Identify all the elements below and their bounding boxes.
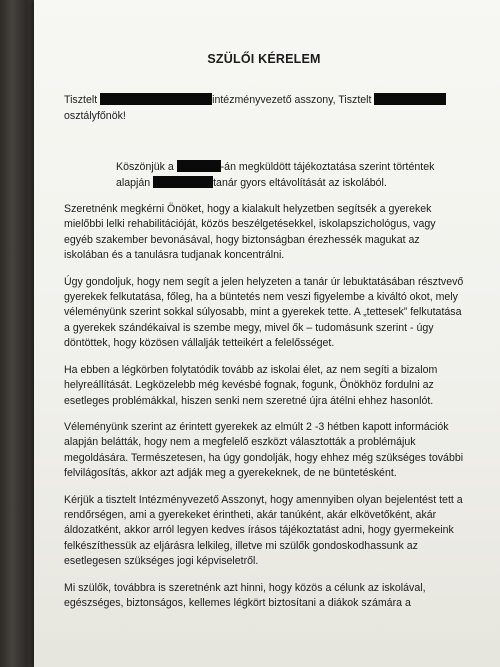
intro-text-1: Köszönjük a (116, 161, 177, 174)
redacted-name-1 (100, 93, 212, 105)
document-title: SZÜLŐI KÉRELEM (207, 52, 321, 66)
intro-text-3: tanár gyors eltávolítását az iskolából. (213, 176, 387, 189)
paragraph: Kérjük a tisztelt Intézményvezető Asszonyt, hogy amennyiben olyan bejelentést tett a rendőrségen, ami a gyerekeket érintheti, akár tanúként, akár elkövetőként, akár áldozatként, akkor arról legyen kedves írásos tájékoztatást adni, hogy gyermekeink felkészíthessük az eljárásra lelkileg, illetve mi szülők gondoskodhassunk az esetlegesen szükséges jogi képviseletről. (64, 493, 463, 568)
document-page (34, 0, 500, 667)
greeting-text-2: intézményvezető asszony, Tisztelt (212, 94, 375, 107)
redacted-teacher-name (153, 176, 213, 188)
document-body (64, 52, 464, 622)
paragraph: Ha ebben a légkörben folytatódik tovább az iskolai élet, az nem segíti a bizalom helyreállítását. Legközelebb még kevésbé fognak, fogunk, Önökhöz fordulni az esetleges problémákkal, hiszen senki nem szeretné újra átélni ehhez hasonlót. (64, 363, 438, 407)
intro-text-2: -án megküldött tájékoztatása szerint történtek alapján (116, 161, 435, 189)
paragraph: Véleményünk szerint az érintett gyerekek az elmúlt 2 -3 hétben kapott információk alapján belátták, hogy nem a megfelelő eszközt választották a problémájuk megoldására. Természetesen, ha úgy gondolják, hogy ehhez még szükséges további felvilágosítás, akkor azt adják meg a gyerekeknek, de ne büntetésként. (64, 420, 464, 480)
paragraph: Szeretnénk megkérni Önöket, hogy a kialakult helyzetben segítsék a gyerekek mielőbbi lelki rehabilitációját, közös beszélgetésekkel, iskolapszichológus, vagy egyéb szakember bevonásával, hogy biztonságban érezhessék magukat az iskolában és a tanulásra tudjanak koncentrálni. (64, 203, 436, 262)
intro-paragraph (64, 160, 464, 191)
redacted-name-2 (374, 93, 446, 105)
paragraph: Mi szülők, továbbra is szeretnénk azt hinni, hogy közös a célunk az iskolával, egészséges, biztonságos, kellemes légkört biztosítani a diákok számára a (64, 581, 426, 609)
redacted-date (177, 160, 221, 172)
paragraph: Úgy gondoljuk, hogy nem segít a jelen helyzeten a tanár úr lebuktatásában résztvevő gyerekek felkutatása, főleg, ha a büntetés nem veszi figyelembe a kiváltó okot, mely véleményünk szerint sokkal súlyosabb, mint a gyerekek tette. A „tettesek” felkutatása a gyerekek szándékaival is szembe megy, mivel ők – tudomásunk szerint - úgy döntöttek, hogy közösen vállalják tetteikért a felelősséget. (64, 275, 464, 350)
greeting (64, 93, 464, 124)
page-shadow (34, 619, 500, 667)
greeting-text-3: osztályfőnök! (64, 109, 126, 122)
greeting-text-1: Tisztelt (64, 94, 101, 107)
